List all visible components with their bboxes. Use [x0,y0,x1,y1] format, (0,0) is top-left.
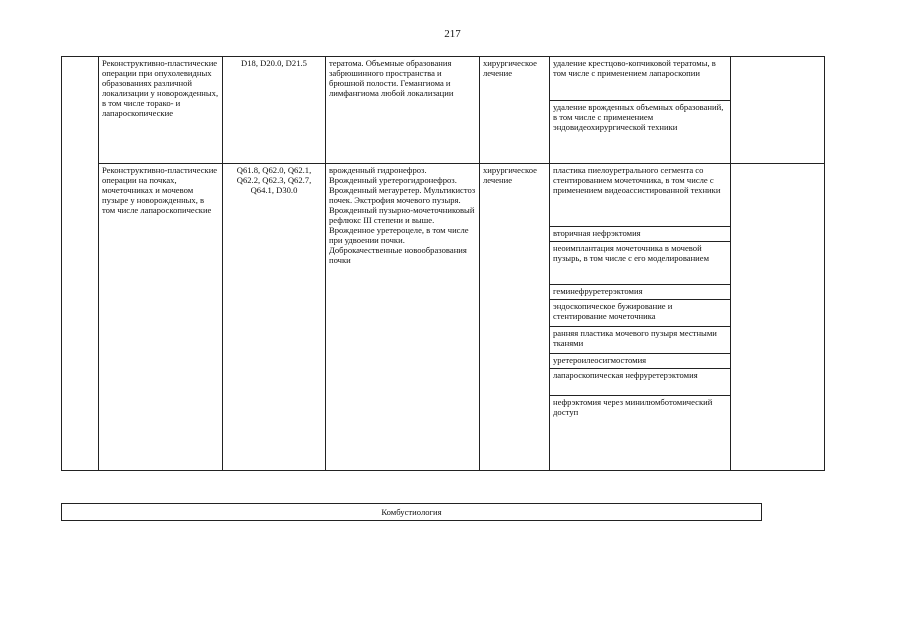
empty-cell [731,164,825,471]
table-row [62,164,825,227]
diagnosis-cell: тератома. Объемные образования забрюшинного пространства и брюшной полости. Гемангиома и лимфангиома любой локализации [326,57,480,164]
method-cell: ранняя пластика мочевого пузыря местными тканями [550,327,731,354]
treatment-type-cell: хирургическое лечение [480,57,550,164]
method-cell: уретероилеосигмостомия [550,354,731,369]
method-cell: пластика пиелоуретрального сегмента со стентированием мочеточника, в том числе с применением видеоассистированной техники [550,164,731,227]
procedures-table [61,56,825,471]
icd-codes-cell: Q61.8, Q62.0, Q62.1, Q62.2, Q62.3, Q62.7, Q64.1, D30.0 [223,164,326,471]
method-cell: нефрэктомия через минилюмботомический доступ [550,396,731,471]
section-table [61,503,762,521]
index-cell [62,57,99,471]
diagnosis-cell: врожденный гидронефроз. Врожденный уретерогидронефроз. Врожденный мегауретер. Мультикистоз почек. Экстрофия мочевого пузыря. Врожденный пузырно-мочеточниковый рефлюкс III степени и выше. Врожденное уретероцеле, в том числе при удвоении почки. Доброкачественные новообразования почки [326,164,480,471]
section-title: Комбустиология [62,504,762,521]
section-row [62,504,762,521]
page-number: 217 [444,28,461,40]
empty-cell [731,57,825,164]
method-cell: эндоскопическое бужирование и стентирование мочеточника [550,300,731,327]
table-row [62,57,825,101]
procedure-name-cell: Реконструктивно-пластические операции на почках, мочеточниках и мочевом пузыре у новорожденных, в том числе лапароскопические [99,164,223,471]
method-cell: удаление врожденных объемных образований, в том числе с применением эндовидеохирургической техники [550,101,731,164]
procedure-name-cell: Реконструктивно-пластические операции при опухолевидных образованиях различной локализации у новорожденных, в том числе торако- и лапароскопические [99,57,223,164]
method-cell: удаление крестцово-копчиковой тератомы, в том числе с применением лапароскопии [550,57,731,101]
method-cell: вторичная нефрэктомия [550,227,731,242]
method-cell: неоимплантация мочеточника в мочевой пузырь, в том числе с его моделированием [550,242,731,285]
method-cell: лапароскопическая нефруретерэктомия [550,369,731,396]
icd-codes-cell: D18, D20.0, D21.5 [223,57,326,164]
treatment-type-cell: хирургическое лечение [480,164,550,471]
method-cell: геминефруретерэктомия [550,285,731,300]
